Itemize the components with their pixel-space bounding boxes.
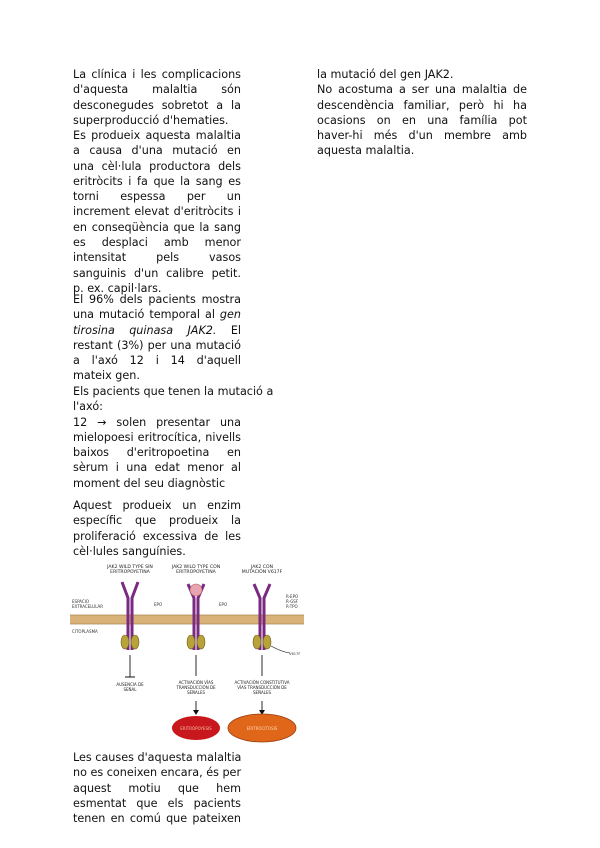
text-line: intensitat pels vasos — [73, 251, 241, 265]
text-line: p. ex. capil·lars. — [73, 281, 162, 295]
gene-name-italic: tirosina quinasa JAK2. — [73, 323, 217, 337]
paragraph-enzyme — [73, 498, 241, 559]
text-line: cèl·lules sanguínies. — [73, 544, 186, 558]
text-line: No acostuma a ser una malaltia de — [317, 83, 527, 97]
paragraph-exon — [73, 384, 284, 491]
text-line: específic que produeix la — [73, 514, 241, 528]
text-line — [73, 323, 241, 338]
text-line: ocasions on en una família pot — [317, 113, 527, 127]
text-line: sèrum i una edat menor al — [73, 461, 241, 475]
cell-membrane — [70, 615, 304, 624]
text-line: d'aquesta malaltia són — [73, 83, 241, 97]
text-line: El 96% dels pacients mostra — [73, 293, 241, 306]
receptor-label: R-EPO R-GSF R-TPO — [286, 594, 299, 609]
extracellular-label: ESPACIO EXTRACELULAR — [72, 599, 104, 609]
text-line: Els pacients que tenen la mutació a — [73, 385, 274, 398]
cytoplasm-label: CITOPLASMA — [72, 629, 98, 634]
text-line: mielopoesi eritrocítica, nivells — [73, 430, 241, 444]
jak2-mechanism-figure — [70, 560, 304, 745]
col2-title: JAK2 WILD TYPE CON ERITROPOYETINA — [171, 565, 221, 575]
text-line: aquest motiu que hem — [73, 781, 241, 795]
epo-label: EPO — [154, 602, 163, 607]
col2-outcome-label: ERITROPOYESIS — [180, 726, 212, 731]
gene-name-italic: gen — [219, 308, 241, 322]
text-line: Es produeix aquesta malaltia — [73, 129, 241, 142]
text-line: Aquest produeix un enzim — [73, 499, 241, 512]
text-line: no es coneixen encara, és per — [73, 766, 242, 780]
text-line: una cèl·lula productora dels — [73, 159, 241, 173]
col2-result: ACTIVACIÓN VÍAS TRANSDUCCIÓN DE SEÑALES — [176, 680, 216, 695]
text-line: increment elevat d'eritròcits i — [73, 205, 241, 219]
epo-label: EPO — [219, 602, 228, 607]
text-span: El — [216, 323, 241, 337]
col3-title: JAK2 CON MUTACIÓN V617F — [241, 565, 283, 575]
col1-title: JAK2 WILD TYPE SIN ERITROPOYETINA — [107, 565, 153, 575]
col1-result: AUSENCIA DE SEÑAL — [116, 682, 144, 692]
receptor-2 — [187, 584, 205, 715]
text-span: una mutació temporal al — [73, 308, 220, 322]
mutation-label: V617F — [289, 652, 301, 656]
text-line: Les causes d'aquesta malaltia — [73, 751, 242, 764]
text-line: desconegudes sobretot a la — [73, 98, 241, 112]
col3-outcome-label: ERITROCITOSIS — [246, 726, 278, 731]
text-line: restant (3%) per una mutació — [73, 338, 241, 352]
text-line: a l'axó 12 i 14 d'aquell — [73, 354, 241, 368]
text-line: la mutació del gen JAK2. — [317, 68, 454, 81]
epo-molecule — [190, 584, 202, 596]
paragraph-percentages — [73, 292, 241, 384]
receptor-1 — [121, 582, 139, 677]
text-line: esmentat que els pacients — [73, 796, 241, 810]
paragraph-cause — [73, 128, 241, 296]
text-line: descendència familiar, però hi ha — [317, 98, 527, 112]
text-line: proliferació excessiva de les — [73, 529, 241, 543]
text-line: es desplaci amb menor — [73, 236, 241, 250]
text-line: moment del seu diagnòstic — [73, 476, 226, 490]
text-line: baixos d'eritropoetina en — [73, 446, 241, 460]
text-line: torni espessa per un — [73, 190, 241, 204]
text-line: 12 → solen presentar una — [73, 415, 241, 429]
text-line: haver-hi més d'un membre amb — [317, 129, 527, 143]
text-line: mateix gen. — [73, 369, 140, 383]
text-line: en conseqüència que la sang — [73, 220, 241, 234]
text-line: sanguinis d'un calibre petit. — [73, 266, 241, 280]
text-line: l'axó: — [73, 400, 103, 414]
paragraph-causes — [73, 750, 241, 826]
paragraph-right — [317, 67, 527, 159]
text-line: La clínica i les complicacions — [73, 68, 241, 81]
paragraph-clinical — [73, 67, 241, 128]
text-line: a causa d'una mutació en — [73, 144, 241, 158]
col3-result: ACTIVACIÓN CONSTITUTIVA VÍAS TRANSDUCCIÓN DE SEÑALES — [234, 680, 290, 695]
text-line: aquesta malaltia. — [317, 144, 415, 158]
text-line: tenen en comú que pateixen — [73, 812, 241, 826]
text-line: eritròcits i fa que la sang es — [73, 174, 241, 188]
text-line: superproducció d'hematies. — [73, 113, 229, 127]
text-line — [73, 307, 241, 322]
